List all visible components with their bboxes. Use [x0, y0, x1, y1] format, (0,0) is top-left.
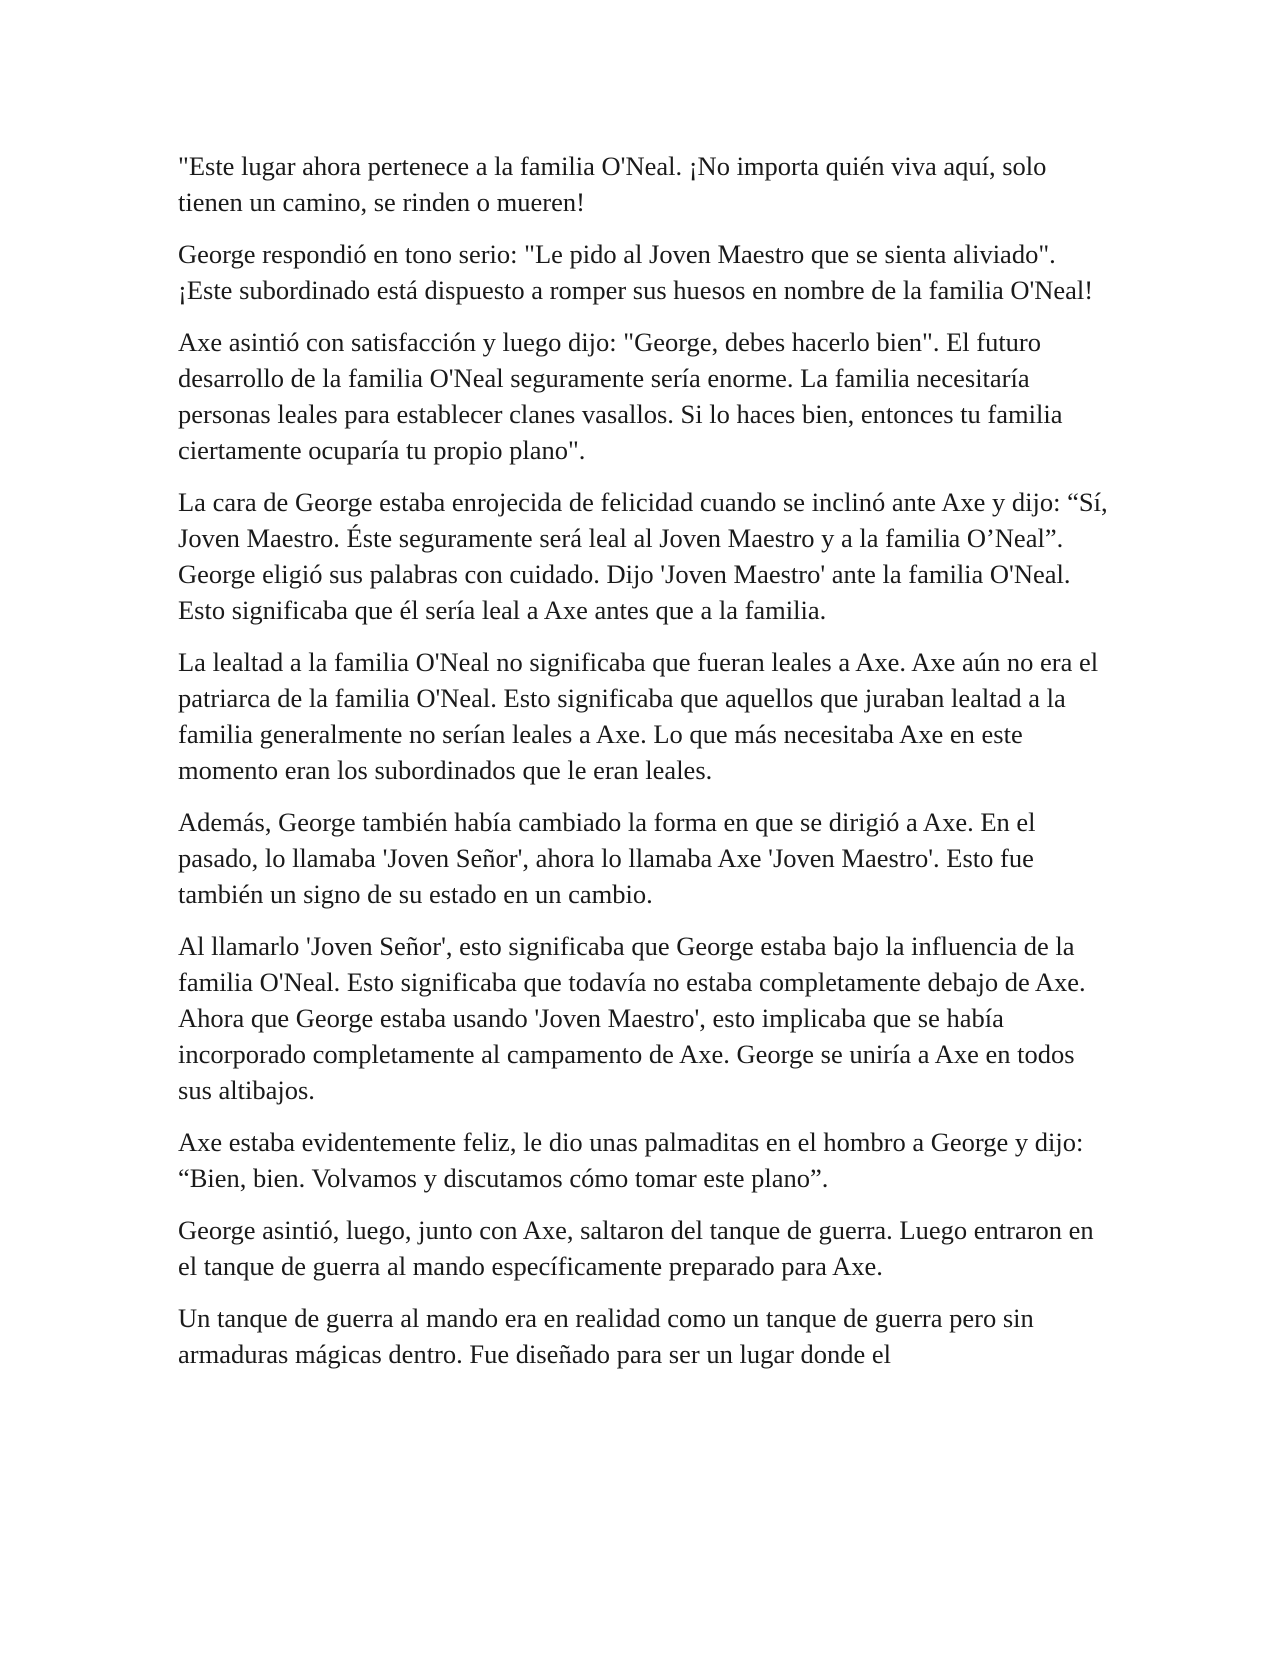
paragraph-7: Al llamarlo 'Joven Señor', esto significaba que George estaba bajo la influencia de la familia O'Neal. Esto significaba que todavía no estaba completamente debajo de Axe. Ahora que George estaba usando 'Joven Maestro', esto implicaba que se había incorporado completamente al campamento de Axe. George se uniría a Axe en todos sus altibajos. — [178, 931, 1086, 1105]
paragraph-3: Axe asintió con satisfacción y luego dijo: "George, debes hacerlo bien". El futuro desarrollo de la familia O'Neal seguramente sería enorme. La familia necesitaría personas leales para establecer clanes vasallos. Si lo haces bien, entonces tu familia ciertamente ocuparía tu propio plano". — [178, 327, 1063, 465]
document-body — [178, 148, 1108, 1388]
paragraph-9: George asintió, luego, junto con Axe, saltaron del tanque de guerra. Luego entraron en el tanque de guerra al mando específicamente preparado para Axe. — [178, 1215, 1094, 1281]
paragraph-4: La cara de George estaba enrojecida de felicidad cuando se inclinó ante Axe y dijo: “Sí, Joven Maestro. Éste seguramente será leal al Joven Maestro y a la familia O’Neal”. George eligió sus palabras con cuidado. Dijo 'Joven Maestro' ante la familia O'Neal. Esto significaba que él sería leal a Axe antes que a la familia. — [178, 487, 1108, 625]
paragraph-1: "Este lugar ahora pertenece a la familia O'Neal. ¡No importa quién viva aquí, solo tienen un camino, se rinden o mueren! — [178, 151, 1047, 217]
paragraph-6: Además, George también había cambiado la forma en que se dirigió a Axe. En el pasado, lo llamaba 'Joven Señor', ahora lo llamaba Axe 'Joven Maestro'. Esto fue también un signo de su estado en un cambio. — [178, 807, 1036, 909]
paragraph-2: George respondió en tono serio: "Le pido al Joven Maestro que se sienta aliviado". ¡Este subordinado está dispuesto a romper sus huesos en nombre de la familia O'Neal! — [178, 239, 1094, 305]
paragraph-5: La lealtad a la familia O'Neal no significaba que fueran leales a Axe. Axe aún no era el patriarca de la familia O'Neal. Esto significaba que aquellos que juraban lealtad a la familia generalmente no serían leales a Axe. Lo que más necesitaba Axe en este momento eran los subordinados que le eran leales. — [178, 647, 1099, 785]
paragraph-10: Un tanque de guerra al mando era en realidad como un tanque de guerra pero sin armaduras mágicas dentro. Fue diseñado para ser un lugar donde el — [178, 1303, 1034, 1369]
paragraph-8: Axe estaba evidentemente feliz, le dio unas palmaditas en el hombro a George y dijo: “Bien, bien. Volvamos y discutamos cómo tomar este plano”. — [178, 1127, 1084, 1193]
